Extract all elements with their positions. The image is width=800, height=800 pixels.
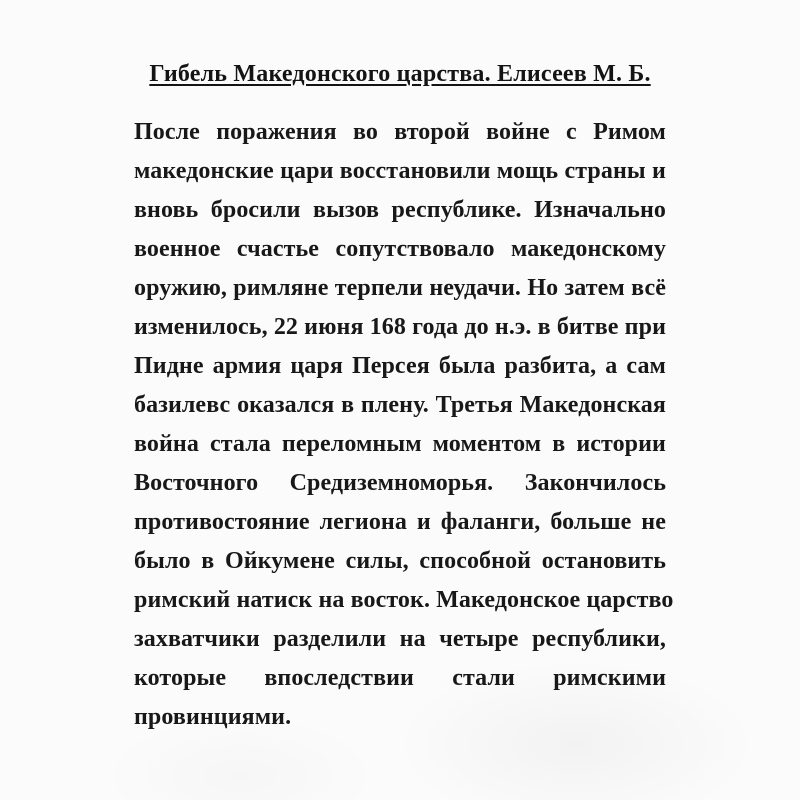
- body-text-line: базилевс оказался в плену. Третья Македонская: [134, 392, 666, 418]
- document-body: [134, 113, 674, 737]
- body-text-line: было в Ойкумене силы, способной остановить: [134, 548, 666, 574]
- body-text-line: вновь бросили вызов республике. Изначально: [134, 197, 666, 223]
- body-text-line: которые впоследствии стали римскими: [134, 665, 666, 691]
- body-text-line: Пидне армия царя Персея была разбита, а сам: [134, 353, 666, 379]
- body-text-line: македонские цари восстановили мощь страны и: [134, 158, 666, 184]
- body-text-line: захватчики разделили на четыре республики,: [134, 626, 666, 652]
- body-text-line: Восточного Средиземноморья. Закончилось: [134, 470, 666, 496]
- body-text-line: После поражения во второй войне с Римом: [134, 119, 666, 145]
- body-text-line: римский натиск на восток. Македонское царство: [134, 587, 674, 613]
- body-text-line: противостояние легиона и фаланги, больше не: [134, 509, 666, 535]
- body-text-line: война стала переломным моментом в истории: [134, 431, 666, 457]
- body-text-line: провинциями.: [134, 704, 292, 730]
- body-text-line: военное счастье сопутствовало македонскому: [134, 236, 666, 262]
- body-text-line: оружию, римляне терпели неудачи. Но затем всё: [134, 275, 666, 301]
- document-title: Гибель Македонского царства. Елисеев М. Б.: [149, 61, 651, 87]
- body-text-line: изменилось, 22 июня 168 года до н.э. в битве при: [134, 314, 666, 340]
